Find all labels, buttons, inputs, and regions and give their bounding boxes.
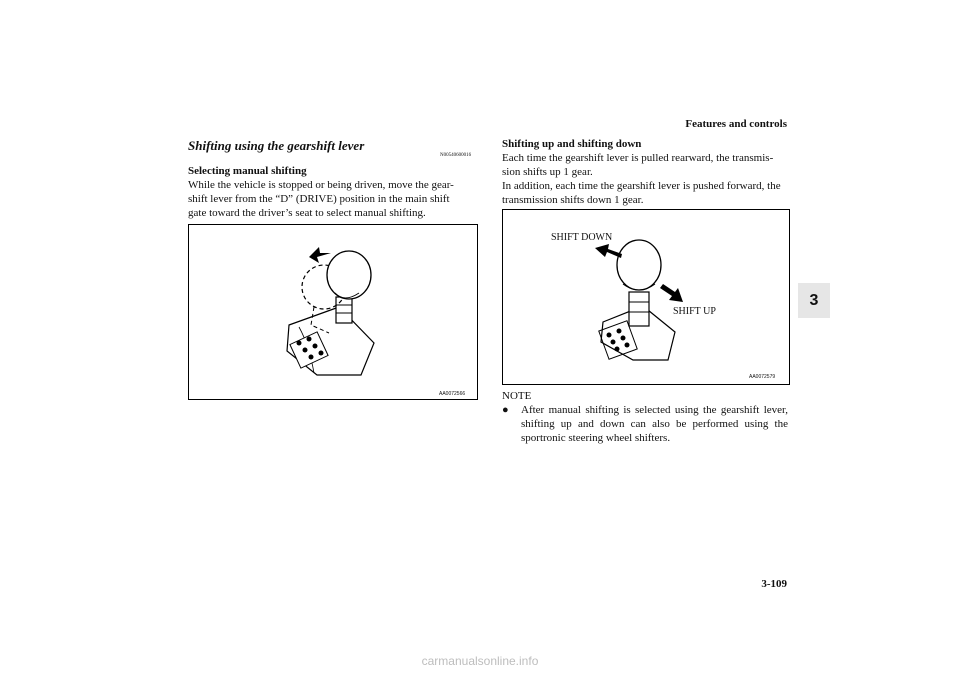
gearshift-illustration bbox=[189, 225, 477, 399]
paragraph-shift-up-down bbox=[502, 151, 788, 207]
section-header: Features and controls bbox=[685, 118, 787, 130]
figure-id: AA0072566 bbox=[439, 391, 466, 397]
note-text: After manual shifting is selected using the gearshift lever, shifting up and down can also be performed using the sportronic steering wheel shifters. bbox=[521, 404, 788, 444]
paragraph-line: Each time the gearshift lever is pulled rearward, the transmis- bbox=[502, 152, 774, 164]
chapter-tab: 3 bbox=[798, 283, 830, 318]
label-shift-up: SHIFT UP bbox=[673, 306, 716, 317]
note-title: NOTE bbox=[502, 390, 532, 402]
subheading-shift-up-down: Shifting up and shifting down bbox=[502, 138, 642, 150]
paragraph-line: gate toward the driver’s seat to select manual shifting. bbox=[188, 207, 426, 219]
page-number: 3-109 bbox=[761, 578, 787, 590]
figure-gearshift-gate bbox=[188, 224, 478, 400]
paragraph-line: transmission shifts down 1 gear. bbox=[502, 194, 644, 206]
paragraph-line: sion shifts up 1 gear. bbox=[502, 166, 593, 178]
subheading-manual-shifting: Selecting manual shifting bbox=[188, 165, 307, 177]
paragraph-manual-shifting bbox=[188, 178, 477, 220]
paragraph-line: While the vehicle is stopped or being driven, move the gear- bbox=[188, 179, 454, 191]
paragraph-line: In addition, each time the gearshift lever is pushed forward, the bbox=[502, 180, 781, 192]
section-code: N00540600016 bbox=[440, 153, 472, 158]
bullet-icon: ● bbox=[502, 404, 509, 416]
figure-id: AA0072579 bbox=[749, 374, 776, 380]
section-title: Shifting using the gearshift lever bbox=[188, 138, 365, 153]
paragraph-line: shift lever from the “D” (DRIVE) position in the main shift bbox=[188, 193, 450, 205]
watermark: carmanualsonline.info bbox=[421, 654, 539, 668]
label-shift-down: SHIFT DOWN bbox=[551, 232, 613, 243]
figure-shift-up-down bbox=[502, 209, 790, 385]
shift-illustration bbox=[503, 210, 789, 384]
note-item bbox=[502, 403, 788, 445]
